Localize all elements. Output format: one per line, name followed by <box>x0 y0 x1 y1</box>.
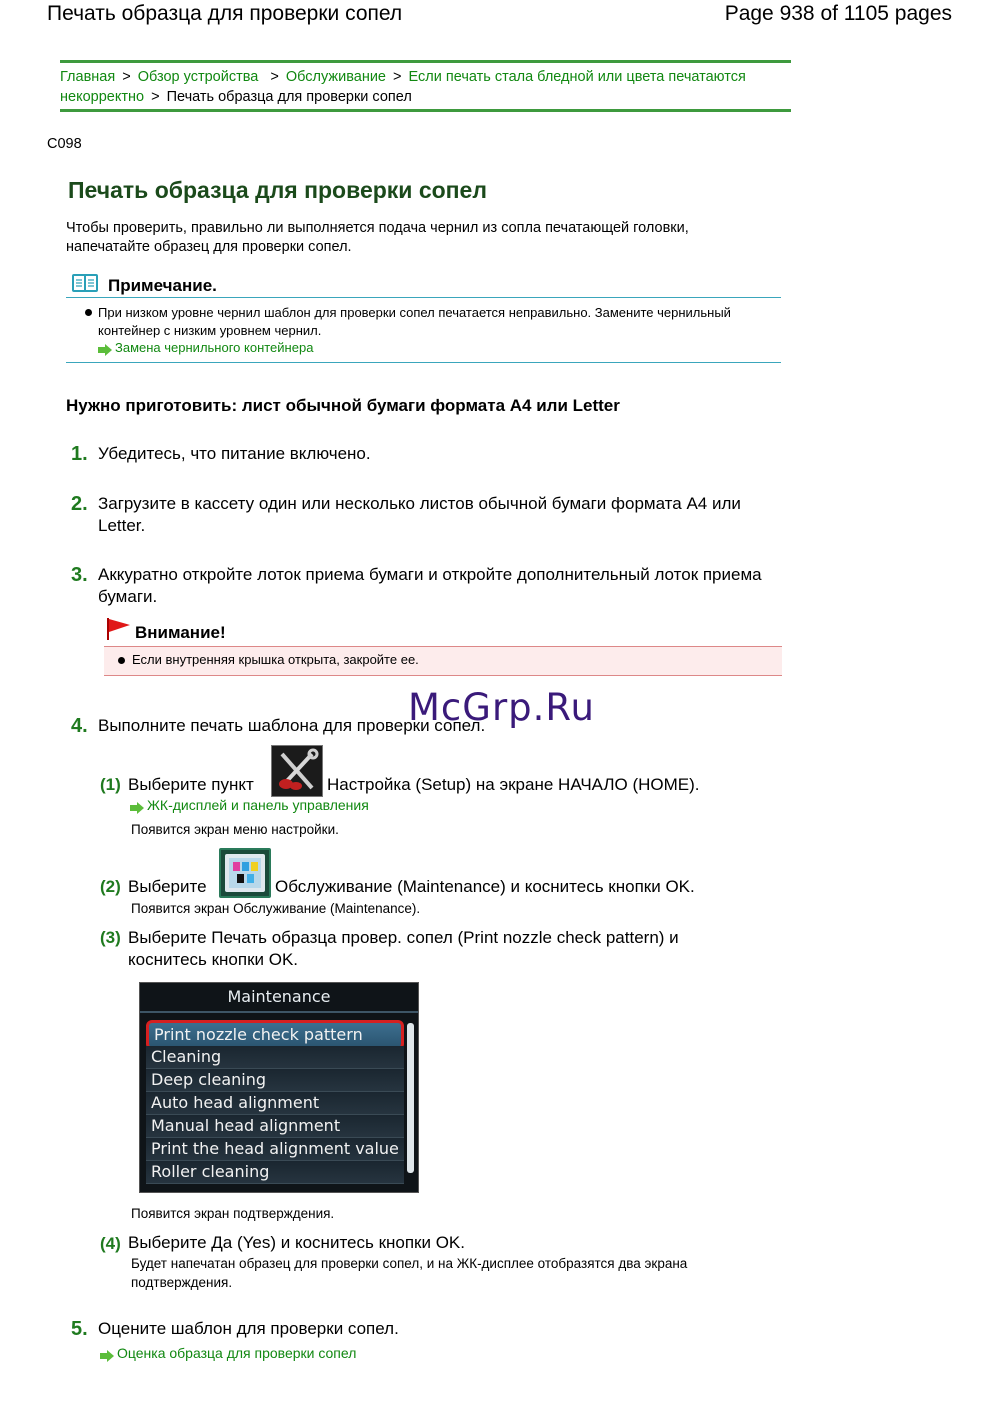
step5-link-row <box>100 1345 356 1362</box>
arrow-right-icon <box>100 1350 114 1362</box>
lcd-item-deep-cleaning[interactable]: Deep cleaning <box>146 1069 404 1092</box>
substep-number: (2) <box>100 877 121 896</box>
page-header-title: Печать образца для проверки сопел <box>47 2 403 25</box>
breadcrumb-home[interactable]: Главная <box>60 69 116 85</box>
substep-result: Появится экран Обслуживание (Maintenance). <box>131 901 421 916</box>
substep-text: Настройка (Setup) на экране НАЧАЛО (HOME). <box>327 775 700 794</box>
lcd-scrollbar[interactable] <box>407 1023 414 1173</box>
step-text: Оцените шаблон для проверки сопел. <box>98 1319 399 1338</box>
lcd-title: Maintenance <box>227 987 331 1006</box>
note-text: При низком уровне чернил шаблон для проверки сопел печатается неправильно. Замените чернильный контейнер с низким уровнем чернил. <box>98 305 731 338</box>
substep-result: Появится экран подтверждения. <box>131 1206 335 1221</box>
substep-number: (4) <box>100 1234 121 1253</box>
breadcrumb-faded-print[interactable]: Если печать стала бледной или цвета печатаются некорректно <box>60 69 746 105</box>
breadcrumb-separator: > <box>270 69 279 85</box>
lcd-divider <box>140 1011 418 1013</box>
step-text: Аккуратно откройте лоток приема бумаги и откройте дополнительный лоток приема бумаги. <box>98 565 762 606</box>
substep-link-row <box>130 797 369 814</box>
breadcrumb-bottom-rule <box>60 109 791 112</box>
note-bullet <box>85 309 92 316</box>
substep-result: Появится экран меню настройки. <box>131 822 339 837</box>
evaluate-nozzle-check-link[interactable]: Оценка образца для проверки сопел <box>117 1345 357 1361</box>
lcd-menu-list <box>146 1020 404 1184</box>
note-bottom-line <box>66 362 781 363</box>
arrow-right-icon <box>98 344 112 356</box>
substep-result: Будет напечатан образец для проверки сопел, и на ЖК-дисплее отобразятся два экрана подтверждения. <box>131 1256 688 1290</box>
breadcrumb <box>60 67 780 107</box>
note-top-line <box>66 297 781 298</box>
step-number: 5. <box>71 1318 88 1340</box>
step-text: Убедитесь, что питание включено. <box>98 444 371 463</box>
substep-number: (3) <box>100 928 121 947</box>
step-text: Выполните печать шаблона для проверки сопел. <box>98 716 486 735</box>
lcd-item-manual-head-alignment[interactable]: Manual head alignment <box>146 1115 404 1138</box>
lcd-item-print-alignment-value[interactable]: Print the head alignment value <box>146 1138 404 1161</box>
document-code: C098 <box>47 136 82 152</box>
substep-text: Выберите пункт <box>128 775 254 794</box>
step-number: 3. <box>71 564 88 586</box>
maintenance-icon <box>219 848 271 898</box>
breadcrumb-separator: > <box>393 69 402 85</box>
lcd-item-roller-cleaning[interactable]: Roller cleaning <box>146 1161 404 1184</box>
watermark: McGrp.Ru <box>408 686 595 729</box>
breadcrumb-maintenance[interactable]: Обслуживание <box>285 69 386 85</box>
page-title: Печать образца для проверки сопел <box>68 177 487 203</box>
step-text: Загрузите в кассету один или несколько листов обычной бумаги формата A4 или Letter. <box>98 494 741 535</box>
lcd-panel-link[interactable]: ЖК-дисплей и панель управления <box>147 797 369 813</box>
step-number: 4. <box>71 715 88 737</box>
note-link-row <box>98 340 313 356</box>
preparation-text: Нужно приготовить: лист обычной бумаги формата A4 или Letter <box>66 396 620 415</box>
lcd-item-print-nozzle-check[interactable]: Print nozzle check pattern <box>146 1020 404 1050</box>
substep-number: (1) <box>100 775 121 794</box>
breadcrumb-separator: > <box>151 89 160 105</box>
substep-text: Выберите Печать образца провер. сопел (Print nozzle check pattern) и коснитесь кнопки OK. <box>128 928 679 969</box>
red-flag-icon <box>106 617 132 646</box>
substep-text: Выберите <box>128 877 207 896</box>
setup-tools-icon <box>271 745 323 797</box>
breadcrumb-current: Печать образца для проверки сопел <box>166 89 412 105</box>
lcd-item-auto-head-alignment[interactable]: Auto head alignment <box>146 1092 404 1115</box>
caution-title: Внимание! <box>135 623 226 642</box>
caution-bullet <box>118 657 125 664</box>
intro-text: Чтобы проверить, правильно ли выполняется подача чернил из сопла печатающей головки, напечатайте образец для проверки сопел. <box>66 220 689 255</box>
arrow-right-icon <box>130 802 144 814</box>
breadcrumb-top-rule <box>60 60 791 63</box>
lcd-screen <box>139 982 419 1193</box>
breadcrumb-separator: > <box>122 69 131 85</box>
breadcrumb-device-overview[interactable]: Обзор устройства <box>137 69 259 85</box>
step-number: 2. <box>71 493 88 515</box>
replace-ink-tank-link[interactable]: Замена чернильного контейнера <box>115 340 314 355</box>
page-counter: Page 938 of 1105 pages <box>724 2 952 25</box>
caution-text: Если внутренняя крышка открыта, закройте ее. <box>132 652 419 667</box>
substep-text: Обслуживание (Maintenance) и коснитесь кнопки OK. <box>275 877 695 896</box>
step-number: 1. <box>71 443 88 465</box>
substep-text: Выберите Да (Yes) и коснитесь кнопки OK. <box>128 1233 465 1252</box>
book-icon <box>71 272 99 299</box>
lcd-item-cleaning[interactable]: Cleaning <box>146 1046 404 1069</box>
note-title: Примечание. <box>108 276 217 295</box>
